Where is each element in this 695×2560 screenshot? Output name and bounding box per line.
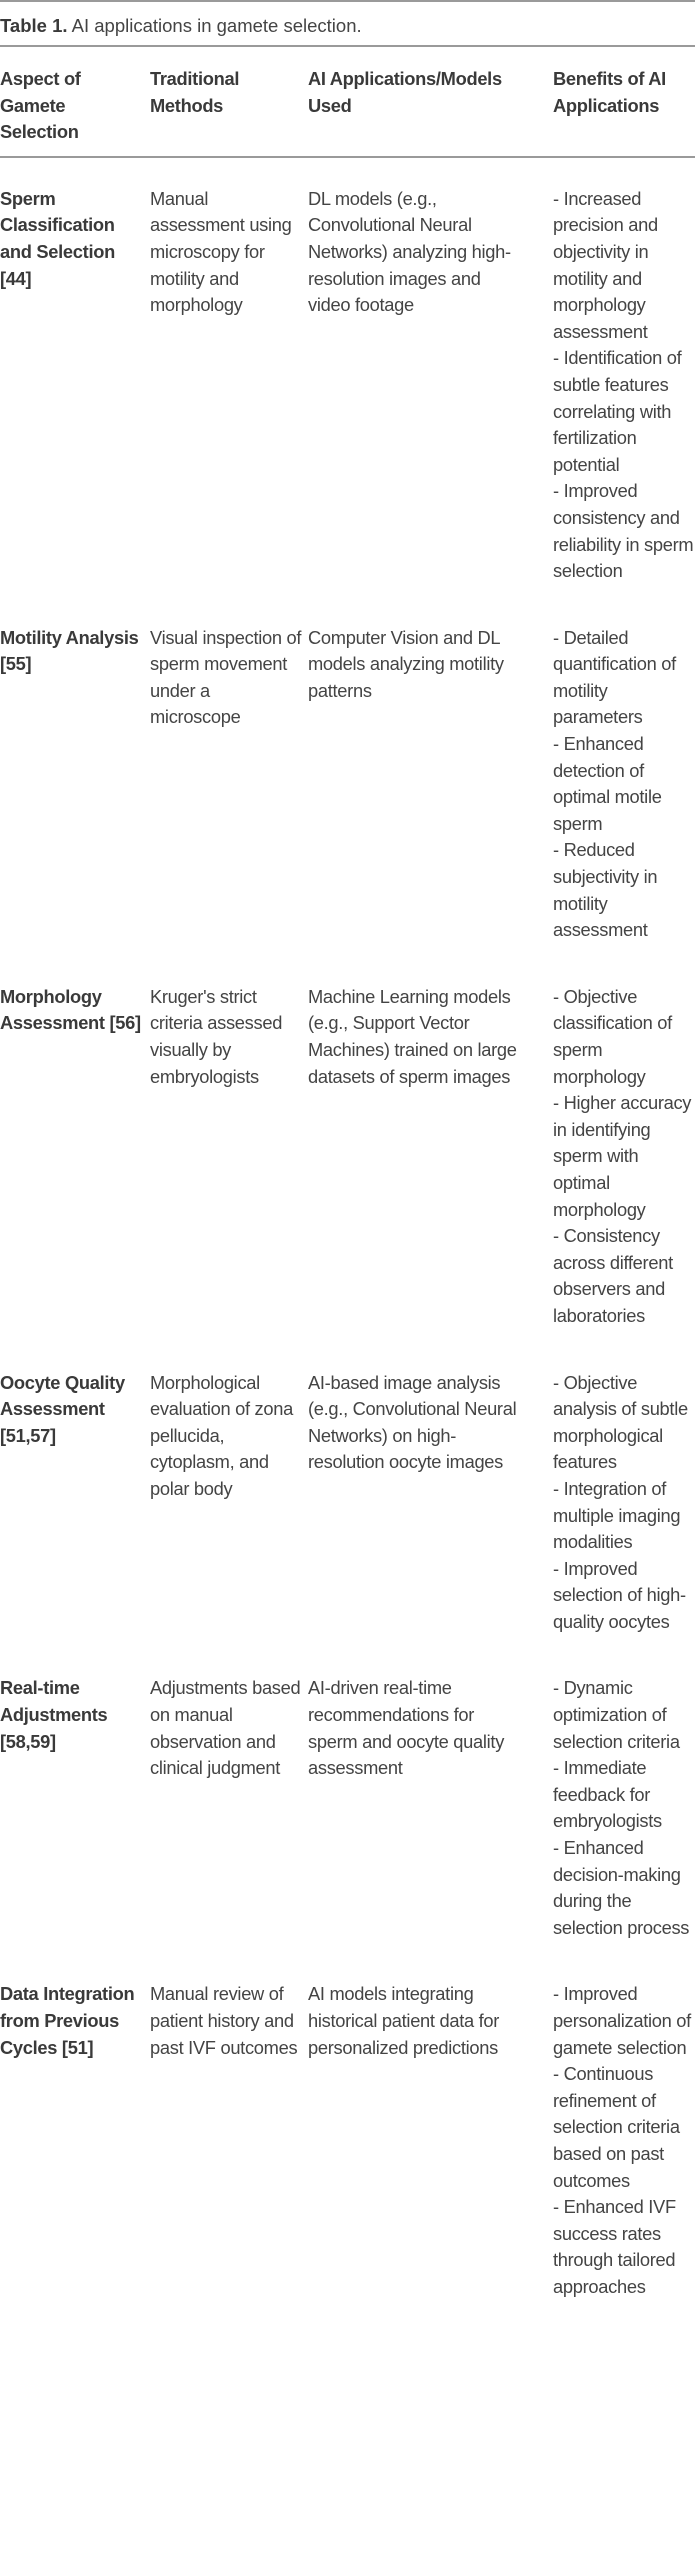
benefit-item: - Dynamic optimization of selection criteria (553, 1677, 680, 1752)
benefit-item: - Reduced subjectivity in motility assessment (553, 839, 658, 941)
header-row (0, 66, 695, 157)
table-caption (0, 14, 362, 38)
cell-benefits (553, 1645, 695, 1951)
benefit-item: - Improved selection of high-quality oocytes (553, 1557, 686, 1632)
benefit-item: - Improved consistency and reliability in sperm selection (553, 480, 694, 582)
header-ai: AI Applications/Models Used (308, 66, 553, 157)
benefit-item: - Immediate feedback for embryologists (553, 1757, 662, 1832)
benefit-item: - Objective analysis of subtle morphological features (553, 1371, 688, 1473)
caption-rule (0, 45, 695, 47)
cell-benefits (553, 954, 695, 1340)
cell-aspect: Oocyte Quality Assessment [51,57] (0, 1371, 125, 1446)
table-row (0, 157, 695, 595)
table-row (0, 1340, 695, 1646)
benefit-item: - Increased precision and objectivity in motility and morphology assessment (553, 187, 658, 342)
header-traditional: Traditional Methods (150, 66, 308, 157)
table-row (0, 954, 695, 1340)
gamete-selection-table (0, 66, 695, 2311)
table-row (0, 595, 695, 954)
benefit-item: - Consistency across different observers and laboratories (553, 1225, 673, 1326)
cell-traditional: Manual review of patient history and past IVF outcomes (150, 1983, 298, 2058)
cell-traditional: Kruger's strict criteria assessed visually by embryologists (150, 985, 283, 1087)
caption-label: Table 1. (0, 15, 68, 36)
cell-benefits (553, 1951, 695, 2310)
cell-traditional: Morphological evaluation of zona pellucida, cytoplasm, and polar body (150, 1371, 293, 1499)
benefit-item: - Enhanced decision-making during the selection process (553, 1837, 690, 1938)
cell-ai: Computer Vision and DL models analyzing motility patterns (308, 626, 504, 701)
cell-ai: DL models (e.g., Convolutional Neural Networks) analyzing high-resolution images and video footage (308, 187, 511, 316)
benefit-item: - Improved personalization of gamete selection (553, 1983, 691, 2058)
cell-aspect: Data Integration from Previous Cycles [51] (0, 1983, 135, 2058)
benefit-item: - Higher accuracy in identifying sperm with optimal morphology (553, 1092, 692, 1220)
benefit-item: - Integration of multiple imaging modalities (553, 1477, 681, 1553)
benefit-item: - Continuous refinement of selection criteria based on past outcomes (553, 2063, 680, 2191)
cell-aspect: Sperm Classification and Selection [44] (0, 187, 115, 289)
cell-benefits (553, 595, 695, 954)
benefit-item: - Enhanced IVF success rates through tailored approaches (553, 2196, 676, 2297)
cell-aspect: Real-time Adjustments [58,59] (0, 1677, 108, 1752)
benefit-item: - Detailed quantification of motility parameters (553, 626, 676, 728)
cell-traditional: Adjustments based on manual observation and clinical judgment (150, 1677, 301, 1779)
cell-benefits (553, 157, 695, 595)
benefit-item: - Identification of subtle features correlating with fertilization potential (553, 347, 682, 475)
table-row (0, 1951, 695, 2310)
cell-benefits (553, 1340, 695, 1646)
cell-aspect: Morphology Assessment [56] (0, 985, 141, 1034)
cell-traditional: Manual assessment using microscopy for motility and morphology (150, 187, 292, 316)
cell-ai: AI-driven real-time recommendations for sperm and oocyte quality assessment (308, 1677, 505, 1779)
top-rule (0, 0, 695, 2)
cell-ai: AI-based image analysis (e.g., Convolutional Neural Networks) on high-resolution oocyte images (308, 1371, 517, 1473)
header-benefits: Benefits of AI Applications (553, 66, 695, 157)
cell-aspect: Motility Analysis [55] (0, 626, 139, 675)
caption-text: AI applications in gamete selection. (67, 15, 362, 36)
header-aspect: Aspect of Gamete Selection (0, 66, 150, 157)
benefit-item: - Enhanced detection of optimal motile sperm (553, 733, 662, 834)
table-row (0, 1645, 695, 1951)
cell-traditional: Visual inspection of sperm movement under a microscope (150, 626, 302, 728)
cell-ai: Machine Learning models (e.g., Support Vector Machines) trained on large datasets of sperm images (308, 985, 517, 1087)
cell-ai: AI models integrating historical patient data for personalized predictions (308, 1983, 500, 2058)
benefit-item: - Objective classification of sperm morphology (553, 985, 672, 1087)
